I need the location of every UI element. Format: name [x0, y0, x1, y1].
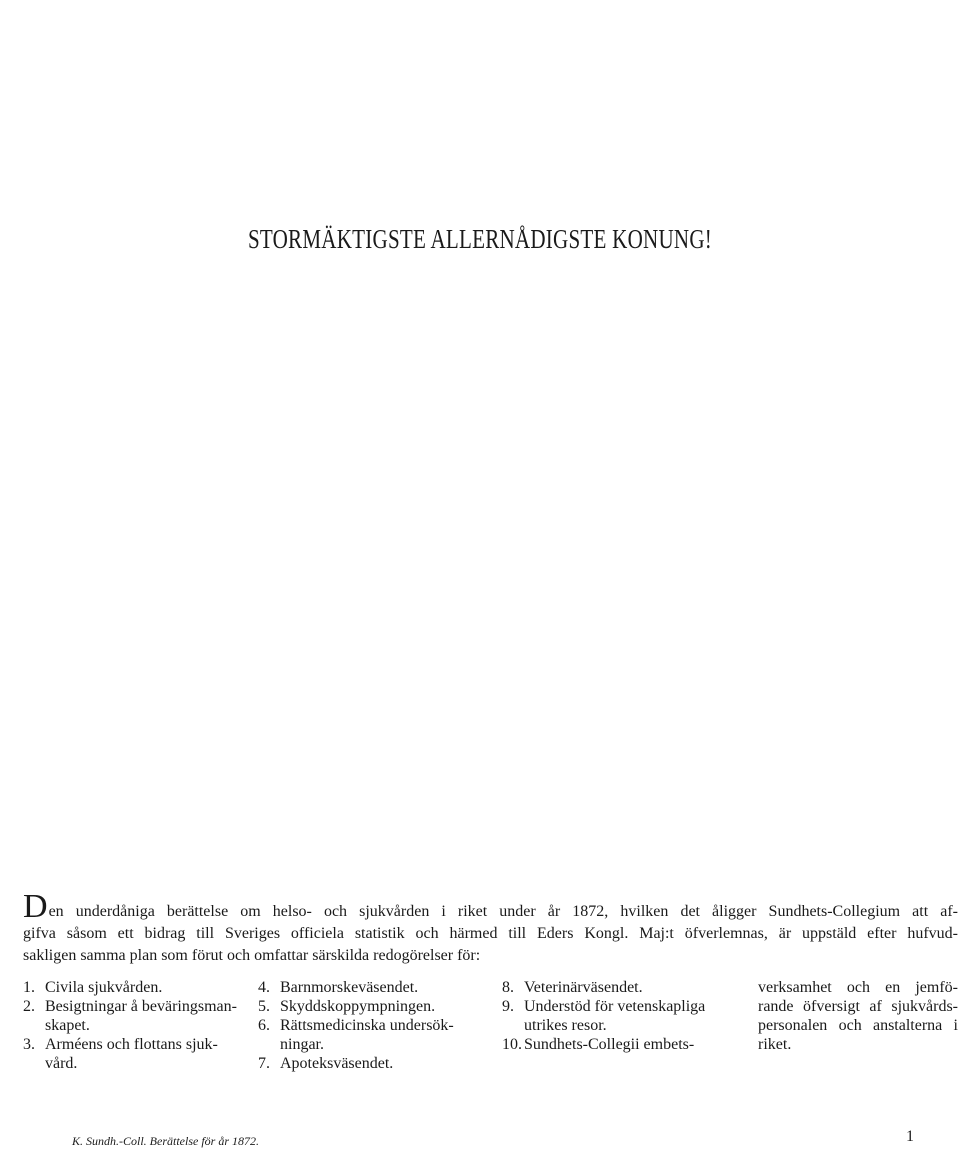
- item-text: Skyddskoppympningen.: [280, 998, 436, 1015]
- list-item: [258, 1016, 488, 1035]
- list-item: [502, 1035, 747, 1054]
- footer-source-note: K. Sundh.-Coll. Berättelse för år 1872.: [72, 1134, 259, 1148]
- page-title: STORMÄKTIGSTE ALLERNÅDIGSTE KONUNG!: [247, 224, 713, 254]
- item-continuation: skapet.: [45, 1017, 90, 1034]
- item-number: 7.: [258, 1055, 270, 1072]
- item-text: Apoteksväsendet.: [280, 1055, 394, 1072]
- continuation-line: personalen och anstalterna i: [758, 1017, 958, 1034]
- intro-line-1: [23, 888, 958, 925]
- item-number: 4.: [258, 979, 270, 996]
- item-text: Arméens och flottans sjuk-: [45, 1036, 218, 1053]
- list-item: [23, 1035, 253, 1054]
- item-text: Sundhets-Collegii embets-: [524, 1036, 695, 1053]
- intro-line-3: sakligen samma plan som förut och omfattar särskilda redogörelser för:: [23, 947, 481, 964]
- list-item: [502, 997, 747, 1016]
- item-text: Veterinärväsendet.: [524, 979, 643, 996]
- list-item: [258, 997, 488, 1016]
- intro-line-2: gifva såsom ett bidrag till Sveriges officiela statistik och härmed till Eders Kongl. Maj:t öfverlemnas, är uppstäld efter hufvud-: [23, 925, 958, 942]
- list-item: [23, 997, 253, 1016]
- continuation-line: verksamhet och en jemfö-: [758, 979, 958, 996]
- continuation-line: riket.: [758, 1036, 792, 1053]
- item-text: Understöd för vetenskapliga: [524, 998, 706, 1015]
- contents-column-3: [502, 978, 747, 1054]
- item-number: 6.: [258, 1017, 270, 1034]
- item-text: Barnmorskeväsendet.: [280, 979, 419, 996]
- item-continuation: utrikes resor.: [524, 1017, 607, 1034]
- list-item: [23, 978, 253, 997]
- item-continuation: vård.: [45, 1055, 78, 1072]
- item-number: 1.: [23, 979, 35, 996]
- list-item: [258, 978, 488, 997]
- list-item: [502, 978, 747, 997]
- item-text: Rättsmedicinska undersök-: [280, 1017, 454, 1034]
- intro-line-1-text: en underdåniga berättelse om helso- och sjukvården i riket under år 1872, hvilken det åligger Sundhets-Collegium att af-: [48, 903, 958, 920]
- list-item: [258, 1054, 488, 1073]
- contents-column-2: [258, 978, 488, 1073]
- item-text: Besigtningar å beväringsman-: [45, 998, 237, 1015]
- item-number: 8.: [502, 979, 514, 996]
- drop-cap: D: [23, 888, 48, 925]
- item-number: 2.: [23, 998, 35, 1015]
- intro-paragraph: [23, 888, 958, 967]
- continuation-line: rande öfversigt af sjukvårds-: [758, 998, 958, 1015]
- item-number: 10.: [502, 1036, 522, 1053]
- contents-column-4: [758, 978, 958, 1054]
- page-number: 1: [906, 1128, 914, 1145]
- contents-column-1: [23, 978, 253, 1073]
- item-number: 3.: [23, 1036, 35, 1053]
- item-number: 9.: [502, 998, 514, 1015]
- item-continuation: ningar.: [280, 1036, 324, 1053]
- item-number: 5.: [258, 998, 270, 1015]
- item-text: Civila sjukvården.: [45, 979, 163, 996]
